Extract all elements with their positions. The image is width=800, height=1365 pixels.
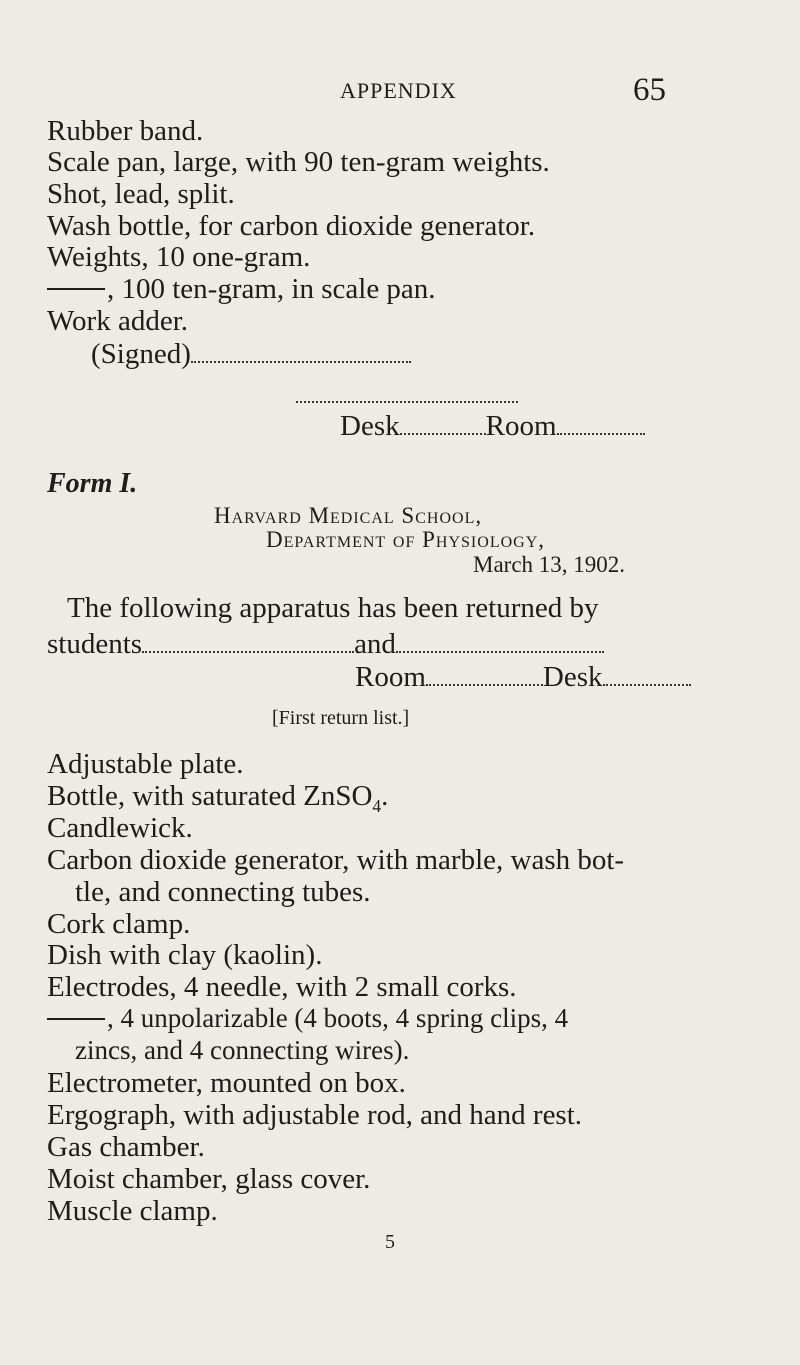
list-item: Adjustable plate. xyxy=(47,748,244,780)
signed-label: (Signed) xyxy=(91,338,191,370)
list-item: Rubber band. xyxy=(47,115,204,147)
room-blank[interactable] xyxy=(557,432,645,435)
subscript: 4 xyxy=(372,795,382,816)
desk-label-2: Desk xyxy=(542,661,603,693)
students-blank-2[interactable] xyxy=(396,650,604,653)
desk-blank[interactable] xyxy=(400,432,486,435)
desk-label: Desk xyxy=(340,410,400,442)
running-head xyxy=(0,72,800,112)
list-item: Carbon dioxide generator, with marble, wash bot- xyxy=(47,844,625,876)
list-item-text: , 100 ten-gram, in scale pan. xyxy=(107,273,436,305)
list-item: Wash bottle, for carbon dioxide generator. xyxy=(47,210,536,242)
list-item-continued xyxy=(47,275,436,304)
and-label: and xyxy=(354,628,396,660)
list-item-text: Bottle, with saturated ZnSO xyxy=(47,780,373,812)
running-head-title: APPENDIX xyxy=(340,78,457,103)
list-item: Weights, 10 one-gram. xyxy=(47,241,311,273)
list-item xyxy=(47,782,388,815)
list-item: Moist chamber, glass cover. xyxy=(47,1163,371,1195)
list-item: Work adder. xyxy=(47,305,189,337)
list-item-suffix: . xyxy=(381,780,389,812)
letterhead-department: Department of Physiology, xyxy=(266,527,546,552)
list-item: Candlewick. xyxy=(47,812,193,844)
form-label: Form I. xyxy=(47,468,138,499)
letterhead-school: Harvard Medical School, xyxy=(214,503,483,528)
list-item: Electrometer, mounted on box. xyxy=(47,1067,406,1099)
list-item: Scale pan, large, with 90 ten-gram weights. xyxy=(47,146,550,178)
list-item: Dish with clay (kaolin). xyxy=(47,939,323,971)
intro-text: The following apparatus has been returned by xyxy=(67,592,599,624)
room-blank-2[interactable] xyxy=(426,683,543,686)
page-number: 65 xyxy=(633,72,666,108)
signature-blank-2[interactable] xyxy=(296,400,518,403)
room-label: Room xyxy=(485,410,557,442)
signature-continuation xyxy=(296,380,518,384)
signature-blank[interactable] xyxy=(191,360,411,363)
signature-mark: 5 xyxy=(385,1231,395,1253)
students-line xyxy=(47,630,604,659)
list-item: Shot, lead, split. xyxy=(47,178,235,210)
letterhead-date: March 13, 1902. xyxy=(473,552,626,577)
list-item-continued xyxy=(47,1005,568,1032)
list-item-continued: zincs, and 4 connecting wires). xyxy=(75,1035,410,1065)
signed-line xyxy=(91,340,411,369)
desk-room-line xyxy=(340,412,645,441)
students-label: students xyxy=(47,628,143,660)
list-note: [First return list.] xyxy=(272,707,410,729)
list-item: Electrodes, 4 needle, with 2 small corks. xyxy=(47,971,517,1003)
students-blank-1[interactable] xyxy=(142,650,354,653)
list-item: Muscle clamp. xyxy=(47,1195,218,1227)
ditto-dash xyxy=(47,288,105,290)
room-desk-line xyxy=(355,663,691,692)
list-item-continued: tle, and connecting tubes. xyxy=(75,876,371,908)
desk-blank-2[interactable] xyxy=(603,683,691,686)
list-item: Ergograph, with adjustable rod, and hand rest. xyxy=(47,1099,583,1131)
list-item-text: , 4 unpolarizable (4 boots, 4 spring clips, 4 xyxy=(107,1003,569,1033)
list-item: Cork clamp. xyxy=(47,908,191,940)
list-item: Gas chamber. xyxy=(47,1131,205,1163)
room-label-2: Room xyxy=(355,661,426,693)
ditto-dash xyxy=(47,1018,105,1020)
